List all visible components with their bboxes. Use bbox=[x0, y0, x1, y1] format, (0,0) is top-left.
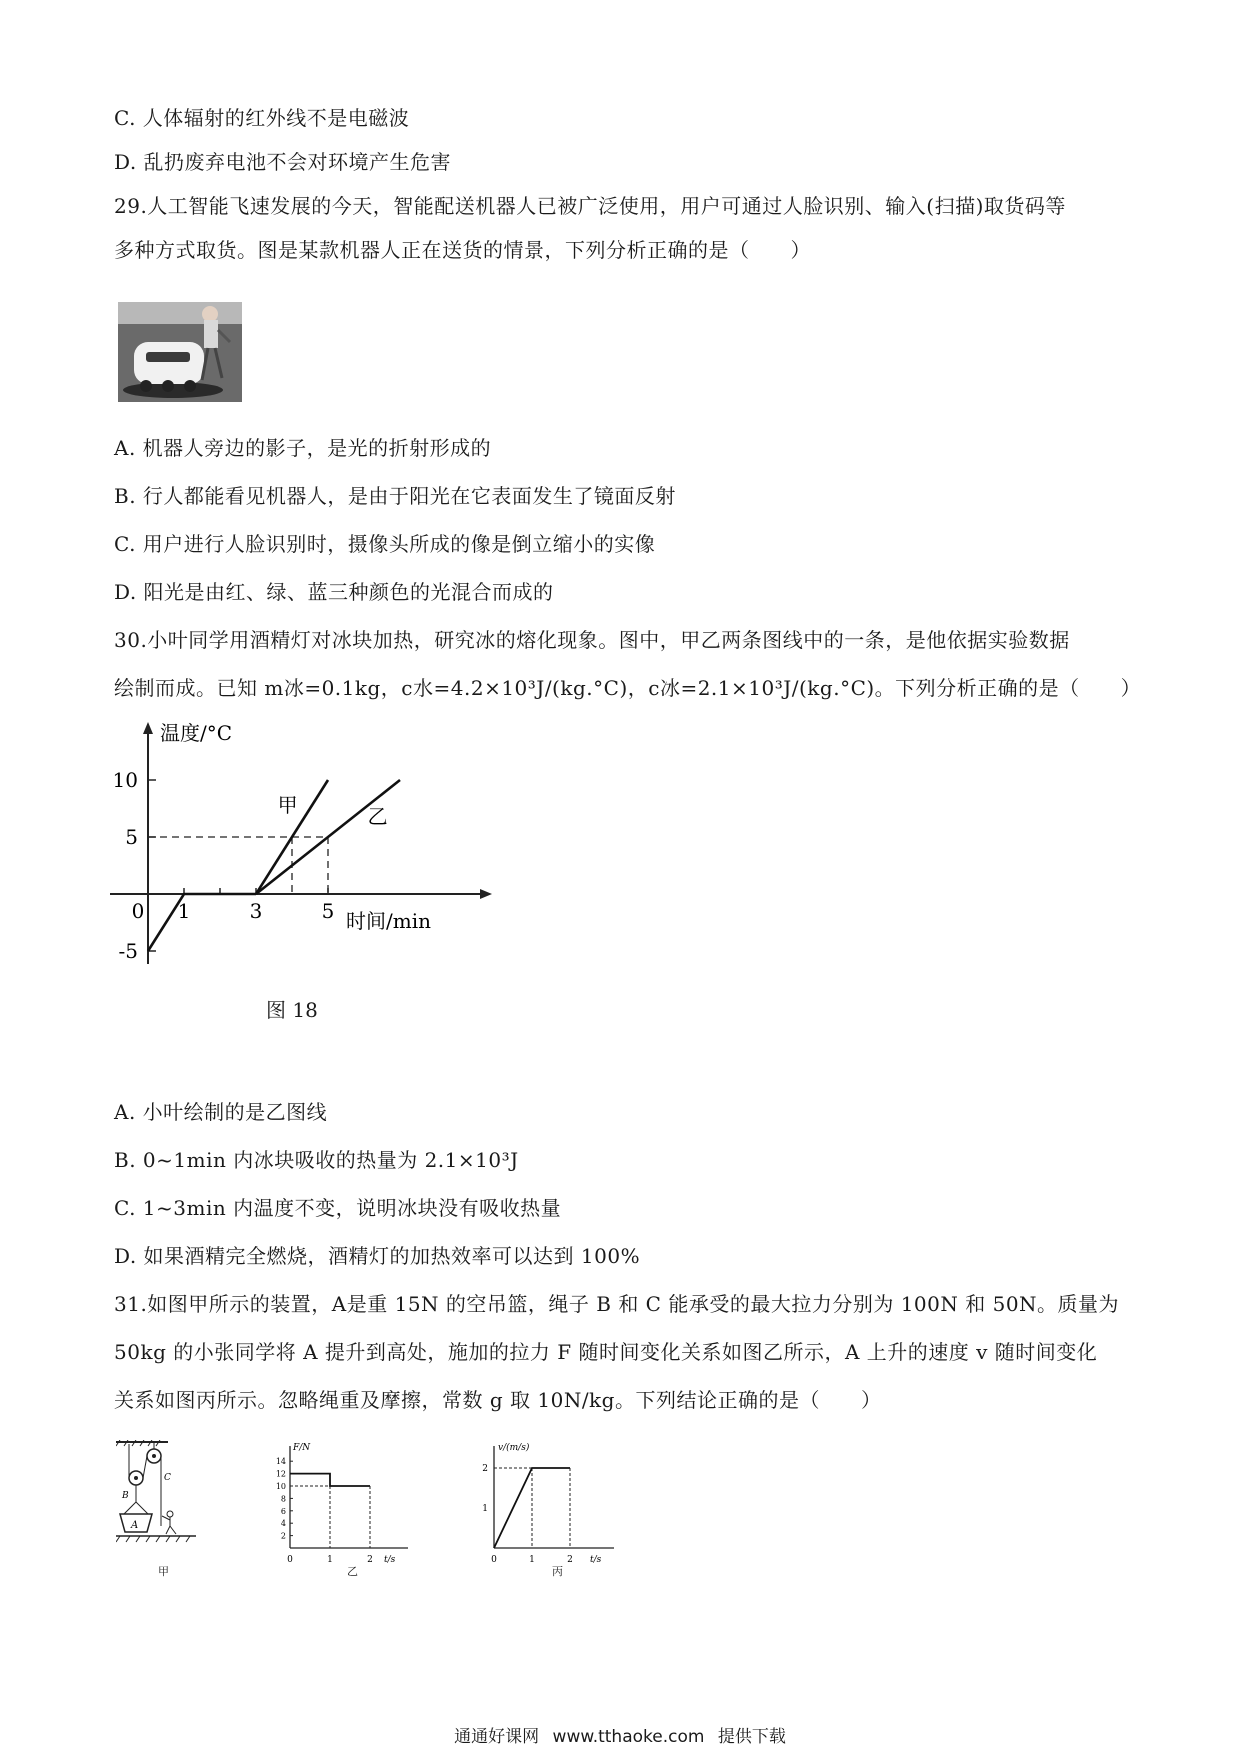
y-tick-label: 2 bbox=[482, 1464, 488, 1474]
figure-yi-label: 乙 bbox=[347, 1565, 358, 1578]
series-line-0 bbox=[148, 894, 256, 951]
y-tick-label: 8 bbox=[280, 1494, 286, 1504]
y-tick-label: 10 bbox=[112, 768, 138, 792]
q29-stem-line2: 多种方式取货。图是某款机器人正在送货的情景，下列分析正确的是（ ） bbox=[114, 238, 811, 262]
y-tick-label: 10 bbox=[275, 1482, 286, 1491]
velocity-time-chart bbox=[474, 1440, 634, 1568]
y-tick-label: 5 bbox=[125, 825, 138, 849]
x-tick-label: 5 bbox=[321, 899, 335, 923]
x-axis-label: t/s bbox=[384, 1555, 396, 1565]
q30-option-c: C. 1~3min 内温度不变，说明冰块没有吸收热量 bbox=[114, 1196, 562, 1220]
footer-url[interactable]: www.tthaoke.com bbox=[552, 1727, 705, 1747]
q30-option-b: B. 0~1min 内冰块吸收的热量为 2.1×10³J bbox=[114, 1148, 519, 1172]
y-axis-arrow bbox=[143, 722, 153, 734]
series-label-jia: 甲 bbox=[277, 792, 298, 817]
x-axis-arrow bbox=[480, 889, 492, 899]
x-tick-label: 1 bbox=[177, 899, 191, 923]
y-axis-label: 温度/°C bbox=[160, 721, 233, 745]
q30-stem-line1: 30.小叶同学用酒精灯对冰块加热，研究冰的熔化现象。图中，甲乙两条图线中的一条，是他依据实验数据 bbox=[114, 628, 1070, 652]
temperature-time-chart bbox=[110, 718, 500, 968]
q29-option-c: C. 用户进行人脸识别时，摄像头所成的像是倒立缩小的实像 bbox=[114, 532, 656, 556]
y-tick-label: 2 bbox=[280, 1531, 286, 1541]
y-axis-label: F/N bbox=[293, 1443, 311, 1453]
q31-stem-line1: 31.如图甲所示的装置，A是重 15N 的空吊篮，绳子 B 和 C 能承受的最大拉力分别为 100N 和 50N。质量为 bbox=[114, 1292, 1120, 1316]
y-tick-label: -5 bbox=[118, 939, 138, 963]
x-tick-label: 0 bbox=[287, 1555, 293, 1565]
x-tick-label: 3 bbox=[249, 899, 263, 923]
y-tick-label: 14 bbox=[275, 1457, 286, 1467]
q30-stem-line2: 绘制而成。已知 m冰=0.1kg，c水=4.2×10³J/(kg.°C)，c冰=2.1×10³J/(kg.°C)。下列分析正确的是（ ） bbox=[114, 676, 1142, 700]
figure-bing-label: 丙 bbox=[552, 1565, 563, 1578]
q28-option-c: C. 人体辐射的红外线不是电磁波 bbox=[114, 106, 410, 130]
y-tick-label: 6 bbox=[280, 1506, 286, 1516]
q29-option-d: D. 阳光是由红、绿、蓝三种颜色的光混合而成的 bbox=[114, 580, 554, 604]
robot-photo bbox=[118, 302, 242, 402]
x-tick-label: 2 bbox=[567, 1555, 573, 1565]
page-footer bbox=[0, 1722, 1240, 1747]
figure-18-caption: 图 18 bbox=[266, 998, 318, 1022]
y-axis-label: v/(m/s) bbox=[498, 1443, 530, 1453]
pulley-apparatus-diagram bbox=[116, 1440, 216, 1560]
x-tick-label: 2 bbox=[367, 1555, 373, 1565]
svg-text:B: B bbox=[122, 1491, 129, 1501]
q30-option-a: A. 小叶绘制的是乙图线 bbox=[114, 1100, 328, 1124]
x-tick-label: 0 bbox=[131, 899, 145, 923]
figure-jia-label: 甲 bbox=[158, 1565, 169, 1578]
q29-option-b: B. 行人都能看见机器人，是由于阳光在它表面发生了镜面反射 bbox=[114, 484, 676, 508]
q28-option-d: D. 乱扔废弃电池不会对环境产生危害 bbox=[114, 150, 452, 174]
x-tick-label: 1 bbox=[529, 1555, 535, 1565]
q30-option-d: D. 如果酒精完全燃烧，酒精灯的加热效率可以达到 100% bbox=[114, 1244, 641, 1268]
x-axis-label: 时间/min bbox=[346, 909, 431, 933]
force-series-line bbox=[290, 1474, 370, 1486]
series-label-yi: 乙 bbox=[367, 804, 388, 829]
footer-site-name: 通通好课网 bbox=[454, 1727, 540, 1747]
x-tick-label: 1 bbox=[327, 1555, 333, 1565]
force-time-chart bbox=[262, 1440, 432, 1568]
q29-stem-line1: 29.人工智能飞速发展的今天，智能配送机器人已被广泛使用，用户可通过人脸识别、输入(扫描)取货码等 bbox=[114, 194, 1066, 218]
y-tick-label: 1 bbox=[482, 1504, 488, 1514]
svg-text:A: A bbox=[131, 1520, 139, 1531]
q29-option-a: A. 机器人旁边的影子，是光的折射形成的 bbox=[114, 436, 492, 460]
y-tick-label: 4 bbox=[280, 1519, 286, 1529]
svg-text:C: C bbox=[164, 1473, 171, 1483]
q31-stem-line3: 关系如图丙所示。忽略绳重及摩擦，常数 g 取 10N/kg。下列结论正确的是（ ） bbox=[114, 1388, 882, 1412]
x-axis-label: t/s bbox=[590, 1555, 602, 1565]
footer-suffix: 提供下载 bbox=[717, 1727, 786, 1747]
x-tick-label: 0 bbox=[491, 1555, 497, 1565]
y-tick-label: 12 bbox=[275, 1469, 286, 1479]
q31-stem-line2: 50kg 的小张同学将 A 提升到高处，施加的拉力 F 随时间变化关系如图乙所示，A 上升的速度 v 随时间变化 bbox=[114, 1340, 1098, 1364]
